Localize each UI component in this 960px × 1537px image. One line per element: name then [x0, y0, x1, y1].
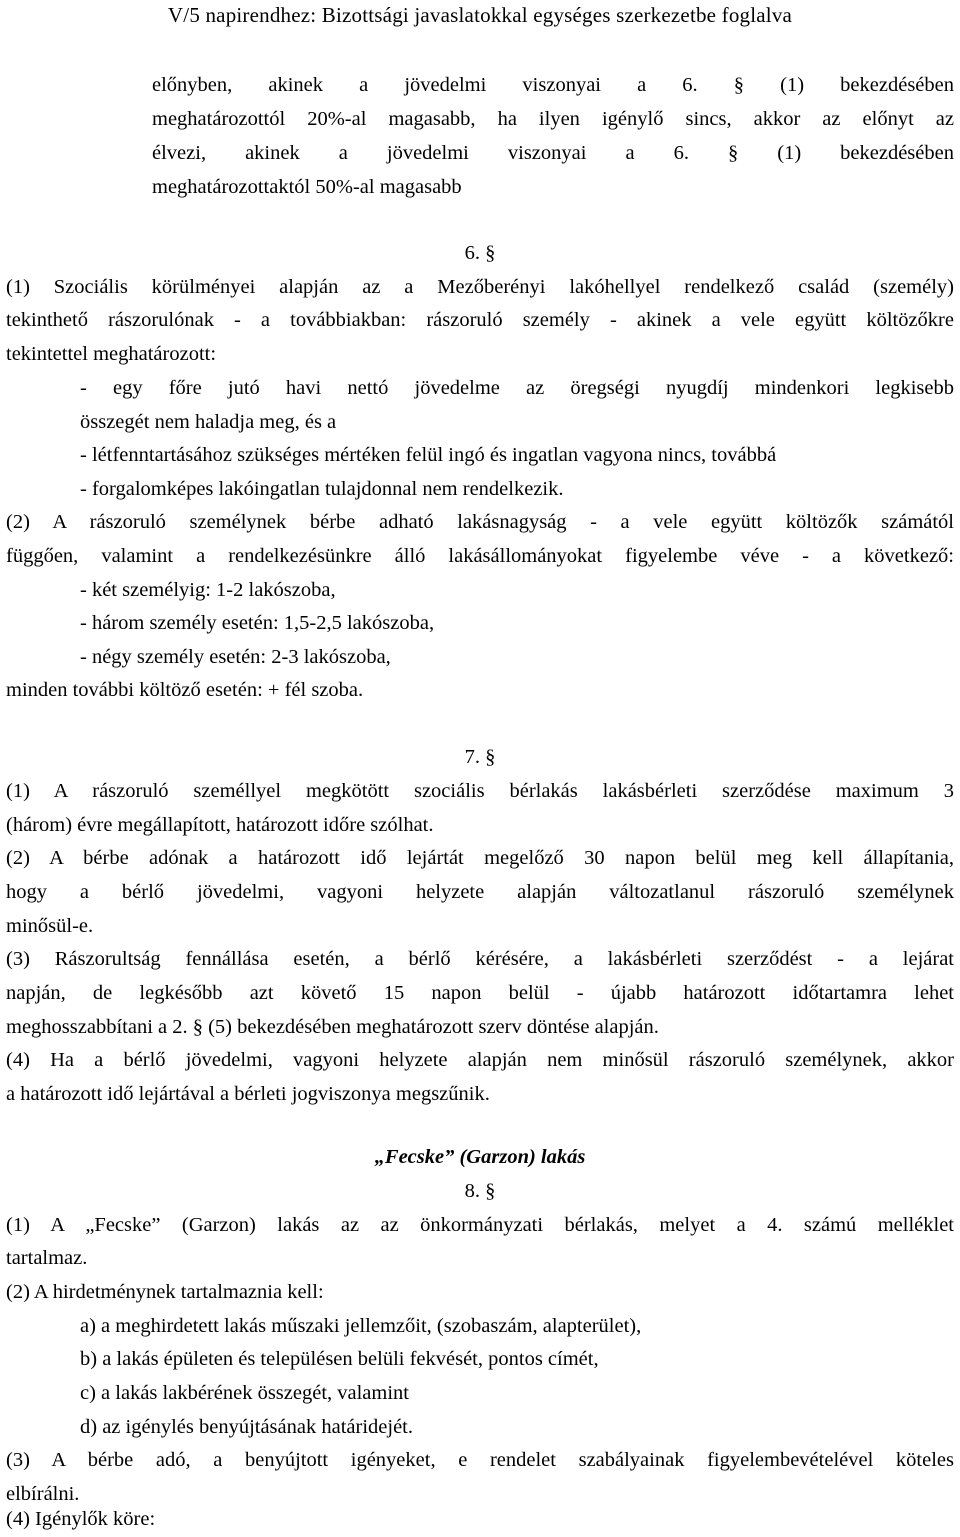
text-line: (2) A bérbe adónak a határozott idő lejártát megelőző 30 napon belül meg kell állapítania,: [6, 847, 954, 869]
text-line: - két személyig: 1-2 lakószoba,: [80, 579, 336, 601]
section-heading: 7. §: [464, 746, 496, 768]
text-line: - három személy esetén: 1,5-2,5 lakószoba,: [80, 612, 435, 634]
text-line: c) a lakás lakbérének összegét, valamint: [80, 1382, 409, 1404]
text-line: b) a lakás épületen és településen belüli fekvését, pontos címét,: [80, 1348, 599, 1370]
text-line: d) az igénylés benyújtásának határidejét.: [80, 1416, 413, 1438]
text-line: napján, de legkésőbb azt követő 15 napon belül - újabb határozott időtartamra lehet: [6, 982, 954, 1004]
text-line: (1) Szociális körülményei alapján az a Mezőberényi lakóhellyel rendelkező család (személy): [6, 276, 954, 298]
text-line: (három) évre megállapított, határozott időre szólhat.: [6, 814, 434, 836]
text-line: összegét nem haladja meg, és a: [80, 411, 337, 433]
text-line: minősül-e.: [6, 915, 94, 937]
text-line: minden további költöző esetén: + fél szoba.: [6, 679, 364, 701]
text-line: - négy személy esetén: 2-3 lakószoba,: [80, 646, 391, 668]
section-heading: 8. §: [464, 1180, 496, 1202]
text-line: tekinthető rászorulónak - a továbbiakban: rászoruló személy - akinek a vele együtt költözőkre: [6, 309, 954, 331]
text-line: - egy főre jutó havi nettó jövedelme az öregségi nyugdíj mindenkori legkisebb: [80, 377, 954, 399]
text-line: (1) A „Fecske” (Garzon) lakás az az önkormányzati bérlakás, melyet a 4. számú melléklet: [6, 1214, 954, 1236]
text-line: (4) Igénylők köre:: [6, 1508, 156, 1530]
text-line: (3) Rászorultság fennállása esetén, a bérlő kérésére, a lakásbérleti szerződést - a lejárat: [6, 948, 954, 970]
text-line: - létfenntartásához szükséges mértéken felül ingó és ingatlan vagyona nincs, továbbá: [80, 444, 777, 466]
text-line: (3) A bérbe adó, a benyújtott igényeket, e rendelet szabályainak figyelembevételével köteles: [6, 1449, 954, 1471]
text-line: meghosszabbítani a 2. § (5) bekezdésében meghatározott szerv döntése alapján.: [6, 1016, 659, 1038]
text-line: előnyben, akinek a jövedelmi viszonyai a 6. § (1) bekezdésében: [152, 74, 954, 96]
text-line: tekintettel meghatározott:: [6, 343, 217, 365]
text-line: hogy a bérlő jövedelmi, vagyoni helyzete alapján változatlanul rászoruló személynek: [6, 881, 954, 903]
text-line: elbírálni.: [6, 1483, 80, 1505]
text-line: meghatározottaktól 50%-al magasabb: [152, 176, 462, 198]
text-line: (1) A rászoruló személlyel megkötött szociális bérlakás lakásbérleti szerződése maximum 3: [6, 780, 954, 802]
page-header: V/5 napirendhez: Bizottsági javaslatokkal egységes szerkezetbe foglalva: [167, 3, 793, 27]
subsection-title: „Fecske” (Garzon) lakás: [374, 1146, 586, 1168]
text-line: a) a meghirdetett lakás műszaki jellemzőit, (szobaszám, alapterület),: [80, 1315, 642, 1337]
text-line: (2) A rászoruló személynek bérbe adható lakásnagyság - a vele együtt költözők számától: [6, 511, 954, 533]
text-line: élvezi, akinek a jövedelmi viszonyai a 6. § (1) bekezdésében: [152, 142, 954, 164]
section-heading: 6. §: [464, 242, 496, 264]
text-line: - forgalomképes lakóingatlan tulajdonnal nem rendelkezik.: [80, 478, 564, 500]
text-line: (4) Ha a bérlő jövedelmi, vagyoni helyzete alapján nem minősül rászoruló személynek, akkor: [6, 1049, 954, 1071]
text-line: a határozott idő lejártával a bérleti jogviszonya megszűnik.: [6, 1083, 490, 1105]
text-line: meghatározottól 20%-al magasabb, ha ilyen igénylő sincs, akkor az előnyt az: [152, 108, 954, 130]
text-line: tartalmaz.: [6, 1247, 88, 1269]
text-line: (2) A hirdetménynek tartalmaznia kell:: [6, 1281, 324, 1303]
text-line: függően, valamint a rendelkezésünkre álló lakásállományokat figyelembe véve - a következő:: [6, 545, 954, 567]
